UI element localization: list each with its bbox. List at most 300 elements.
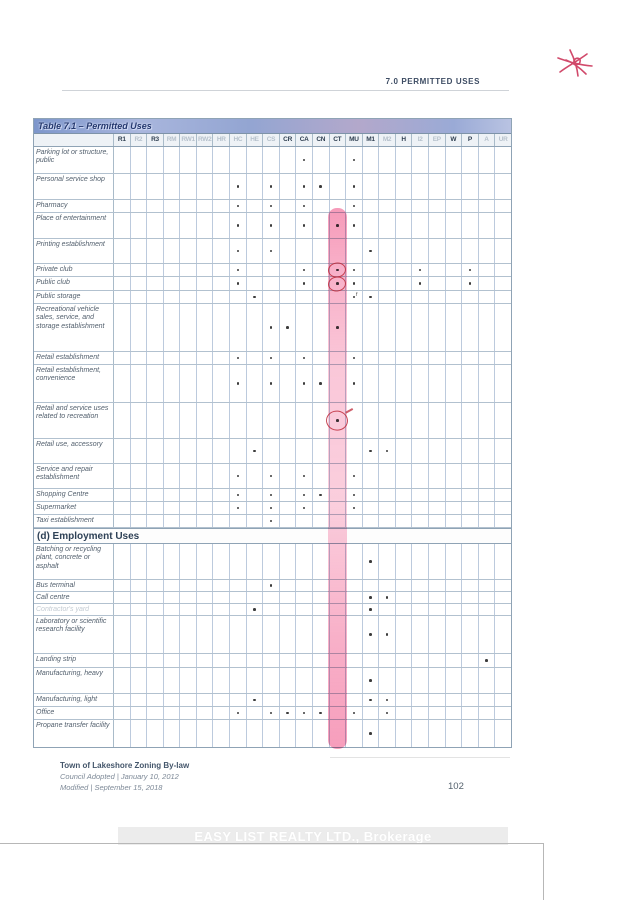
cell-CS [263,200,280,212]
cell-CS [263,439,280,463]
cell-CR [280,147,297,173]
table-row [34,464,511,489]
cell-HC [230,668,247,693]
cell-CR [280,515,297,527]
cell-EP [429,174,446,199]
cell-A [479,694,496,706]
cell-R1 [114,304,131,351]
cell-RW1 [180,403,197,438]
cell-HC [230,720,247,747]
cell-W [446,544,463,579]
cell-M2 [379,707,396,719]
permitted-use-dot [270,520,273,523]
cell-R3 [147,365,164,402]
permitted-use-dot [369,608,372,611]
cell-CT [330,707,347,719]
cell-R2 [131,277,148,290]
cell-R3 [147,291,164,303]
cell-A [479,200,496,212]
cell-HE [247,515,264,527]
cell-RM [164,264,181,276]
cell-A [479,616,496,653]
cell-RW2 [197,277,214,290]
cell-UR [495,580,511,591]
cell-W [446,654,463,667]
cell-HR [213,291,230,303]
table-row [34,239,511,264]
cell-RM [164,464,181,488]
cell-CS [263,277,280,290]
table-row [34,580,511,592]
cell-R3 [147,502,164,514]
cell-UR [495,352,511,364]
cell-R2 [131,668,148,693]
cell-MU [346,304,363,351]
column-header-CA: CA [296,134,313,146]
cell-RW2 [197,694,214,706]
cell-HC [230,365,247,402]
cell-EP [429,694,446,706]
permitted-use-dot [270,185,273,188]
cell-MU [346,720,363,747]
cell-W [446,291,463,303]
cell-R3 [147,707,164,719]
cell-MU [346,694,363,706]
cell-UR [495,365,511,402]
cell-M1 [363,213,380,238]
table-row [34,439,511,464]
cell-H [396,694,413,706]
permitted-use-dot [237,282,240,285]
cell-A [479,277,496,290]
cell-HC [230,654,247,667]
permitted-use-dot [369,633,372,636]
cell-CT [330,580,347,591]
cell-RW1 [180,515,197,527]
cell-CA [296,291,313,303]
cell-R2 [131,580,148,591]
cell-H [396,264,413,276]
cell-M2 [379,580,396,591]
cell-UR [495,720,511,747]
cell-RM [164,544,181,579]
cell-UR [495,213,511,238]
cell-R2 [131,213,148,238]
cell-CT [330,439,347,463]
cell-R1 [114,291,131,303]
cell-RW2 [197,720,214,747]
cell-RW2 [197,291,214,303]
cell-P [462,264,479,276]
cell-W [446,720,463,747]
cell-A [479,264,496,276]
cell-EP [429,213,446,238]
cell-HR [213,147,230,173]
cell-HR [213,213,230,238]
cell-A [479,592,496,603]
row-label: Bus terminal [34,580,114,591]
cell-I2 [412,365,429,402]
cell-W [446,147,463,173]
scan-edge-vertical [543,843,544,900]
cell-A [479,707,496,719]
row-label: Taxi establishment [34,515,114,527]
cell-CN [313,403,330,438]
cell-CN [313,200,330,212]
permitted-use-dot [319,712,322,715]
table-row [34,174,511,200]
cell-HC [230,604,247,615]
table-row [34,515,511,528]
table-row [34,544,511,580]
cell-CR [280,464,297,488]
cell-RM [164,592,181,603]
cell-HC [230,515,247,527]
cell-UR [495,239,511,263]
cell-P [462,720,479,747]
cell-M1 [363,403,380,438]
cell-HC [230,489,247,501]
cell-M2 [379,147,396,173]
permitted-use-dot [270,250,273,253]
cell-HC [230,616,247,653]
cell-W [446,515,463,527]
cell-P [462,174,479,199]
permitted-use-dot [237,357,240,360]
cell-HE [247,654,264,667]
cell-A [479,239,496,263]
cell-RM [164,502,181,514]
cell-RM [164,365,181,402]
cell-H [396,604,413,615]
cell-CA [296,616,313,653]
cell-W [446,213,463,238]
cell-P [462,668,479,693]
cell-RW1 [180,464,197,488]
cell-EP [429,439,446,463]
table-row [34,200,511,213]
cell-CN [313,174,330,199]
cell-CS [263,464,280,488]
row-label: Landing strip [34,654,114,667]
cell-CS [263,291,280,303]
cell-H [396,147,413,173]
cell-HE [247,720,264,747]
cell-I2 [412,213,429,238]
permitted-use-dot [386,450,389,453]
cell-A [479,304,496,351]
cell-M1 [363,694,380,706]
cell-M1 [363,439,380,463]
cell-M1 [363,616,380,653]
cell-R3 [147,200,164,212]
cell-CS [263,592,280,603]
row-label: Place of entertainment [34,213,114,238]
cell-H [396,489,413,501]
permitted-use-dot [319,494,322,497]
cell-CR [280,489,297,501]
permitted-use-dot [386,699,389,702]
cell-MU [346,616,363,653]
cell-CR [280,439,297,463]
cell-H [396,239,413,263]
cell-CT [330,720,347,747]
cell-HE [247,403,264,438]
table-row [34,707,511,720]
cell-UR [495,264,511,276]
section-header-row: (d) Employment Uses [34,528,511,544]
cell-CN [313,720,330,747]
permitted-use-dot [303,507,306,510]
cell-CR [280,668,297,693]
table-row [34,720,511,747]
cell-M2 [379,544,396,579]
permitted-use-dot [303,475,306,478]
cell-CA [296,365,313,402]
cell-CR [280,604,297,615]
cell-CN [313,365,330,402]
permitted-use-dot [237,269,240,272]
cell-W [446,403,463,438]
cell-HC [230,291,247,303]
column-header-RM: RM [164,134,181,146]
cell-RW1 [180,264,197,276]
permitted-use-dot [253,608,256,611]
cell-CR [280,654,297,667]
cell-CN [313,277,330,290]
cell-HR [213,502,230,514]
cell-EP [429,720,446,747]
cell-R2 [131,403,148,438]
permitted-use-dot [237,507,240,510]
permitted-uses-table [33,118,512,748]
cell-CS [263,668,280,693]
cell-CN [313,352,330,364]
cell-HR [213,439,230,463]
cell-R3 [147,147,164,173]
cell-HE [247,213,264,238]
table-row [34,304,511,352]
cell-HE [247,239,264,263]
permitted-use-dot [336,282,339,285]
row-label: Contractor's yard [34,604,114,615]
cell-CT [330,489,347,501]
cell-CS [263,707,280,719]
cell-A [479,352,496,364]
permitted-use-dot [386,633,389,636]
cell-I2 [412,239,429,263]
cell-EP [429,365,446,402]
document-footer [60,760,189,793]
cell-CA [296,464,313,488]
header-rule [62,90,509,91]
cell-UR [495,200,511,212]
cell-R2 [131,352,148,364]
cell-HC [230,239,247,263]
cell-CN [313,616,330,653]
permitted-use-dot [369,699,372,702]
cell-EP [429,264,446,276]
cell-I2 [412,264,429,276]
permitted-use-dot [353,282,356,285]
cell-R1 [114,668,131,693]
cell-I2 [412,439,429,463]
cell-CN [313,304,330,351]
permitted-use-dot [286,712,289,715]
cell-HE [247,304,264,351]
cell-CA [296,352,313,364]
cell-EP [429,304,446,351]
cell-MU [346,515,363,527]
cell-I2 [412,403,429,438]
permitted-use-dot [319,185,322,188]
column-header-H: H [396,134,413,146]
cell-HR [213,464,230,488]
cell-M2 [379,174,396,199]
cell-R3 [147,304,164,351]
cell-R2 [131,264,148,276]
cell-I2 [412,616,429,653]
cell-CT [330,616,347,653]
cell-MU [346,489,363,501]
cell-RW1 [180,291,197,303]
cell-HR [213,352,230,364]
cell-CS [263,213,280,238]
cell-RM [164,147,181,173]
cell-CT [330,264,347,276]
cell-M2 [379,654,396,667]
cell-UR [495,439,511,463]
cell-RM [164,654,181,667]
cell-HC [230,174,247,199]
cell-P [462,213,479,238]
cell-RW1 [180,352,197,364]
cell-MU [346,213,363,238]
cell-MU [346,200,363,212]
cell-RW2 [197,174,214,199]
column-header-A: A [479,134,496,146]
column-header-R2: R2 [131,134,148,146]
cell-UR [495,304,511,351]
cell-M2 [379,213,396,238]
cell-RW1 [180,239,197,263]
cell-RM [164,200,181,212]
cell-CS [263,403,280,438]
permitted-use-dot [237,205,240,208]
cell-UR [495,592,511,603]
cell-I2 [412,200,429,212]
permitted-use-dot [303,282,306,285]
cell-UR [495,544,511,579]
cell-HE [247,502,264,514]
cell-CN [313,502,330,514]
cell-RM [164,616,181,653]
cell-HE [247,264,264,276]
cell-CT [330,352,347,364]
cell-CR [280,365,297,402]
column-header-R3: R3 [147,134,164,146]
table-row [34,277,511,291]
cell-CA [296,580,313,591]
cell-R3 [147,489,164,501]
permitted-use-dot [253,699,256,702]
cell-CT [330,515,347,527]
cell-H [396,616,413,653]
row-label: Printing establishment [34,239,114,263]
cell-RW1 [180,365,197,402]
permitted-use-dot [270,205,273,208]
cell-RM [164,403,181,438]
cell-CA [296,668,313,693]
table-row [34,668,511,694]
cell-M2 [379,720,396,747]
cell-RW2 [197,264,214,276]
cell-R1 [114,352,131,364]
cell-P [462,515,479,527]
cell-R1 [114,464,131,488]
cell-HC [230,200,247,212]
cell-M2 [379,616,396,653]
permitted-use-dot [353,507,356,510]
table-row [34,694,511,707]
cell-R3 [147,544,164,579]
permitted-use-dot [319,382,322,385]
cell-HC [230,403,247,438]
cell-EP [429,277,446,290]
cell-H [396,515,413,527]
permitted-use-dot [303,205,306,208]
cell-HE [247,200,264,212]
cell-R3 [147,352,164,364]
permitted-use-dot [303,357,306,360]
cell-HR [213,616,230,653]
row-label: Public club [34,277,114,290]
cell-A [479,147,496,173]
cell-RW1 [180,720,197,747]
column-header-RW1: RW1 [180,134,197,146]
red-asterisk-annotation-icon [550,40,602,88]
cell-P [462,592,479,603]
cell-I2 [412,654,429,667]
cell-HR [213,365,230,402]
cell-HE [247,616,264,653]
cell-P [462,707,479,719]
table-row [34,403,511,439]
cell-M1 [363,239,380,263]
cell-M2 [379,365,396,402]
cell-I2 [412,707,429,719]
permitted-use-dot [270,584,273,587]
cell-EP [429,200,446,212]
permitted-use-dot [369,560,372,563]
cell-EP [429,544,446,579]
table-row [34,147,511,174]
cell-CT [330,694,347,706]
table-row [34,592,511,604]
cell-CN [313,544,330,579]
cell-P [462,694,479,706]
cell-UR [495,604,511,615]
cell-HC [230,147,247,173]
cell-W [446,439,463,463]
cell-RW2 [197,592,214,603]
cell-RW2 [197,403,214,438]
permitted-use-dot [469,282,472,285]
column-header-P: P [462,134,479,146]
cell-EP [429,592,446,603]
cell-RW2 [197,515,214,527]
cell-MU [346,654,363,667]
